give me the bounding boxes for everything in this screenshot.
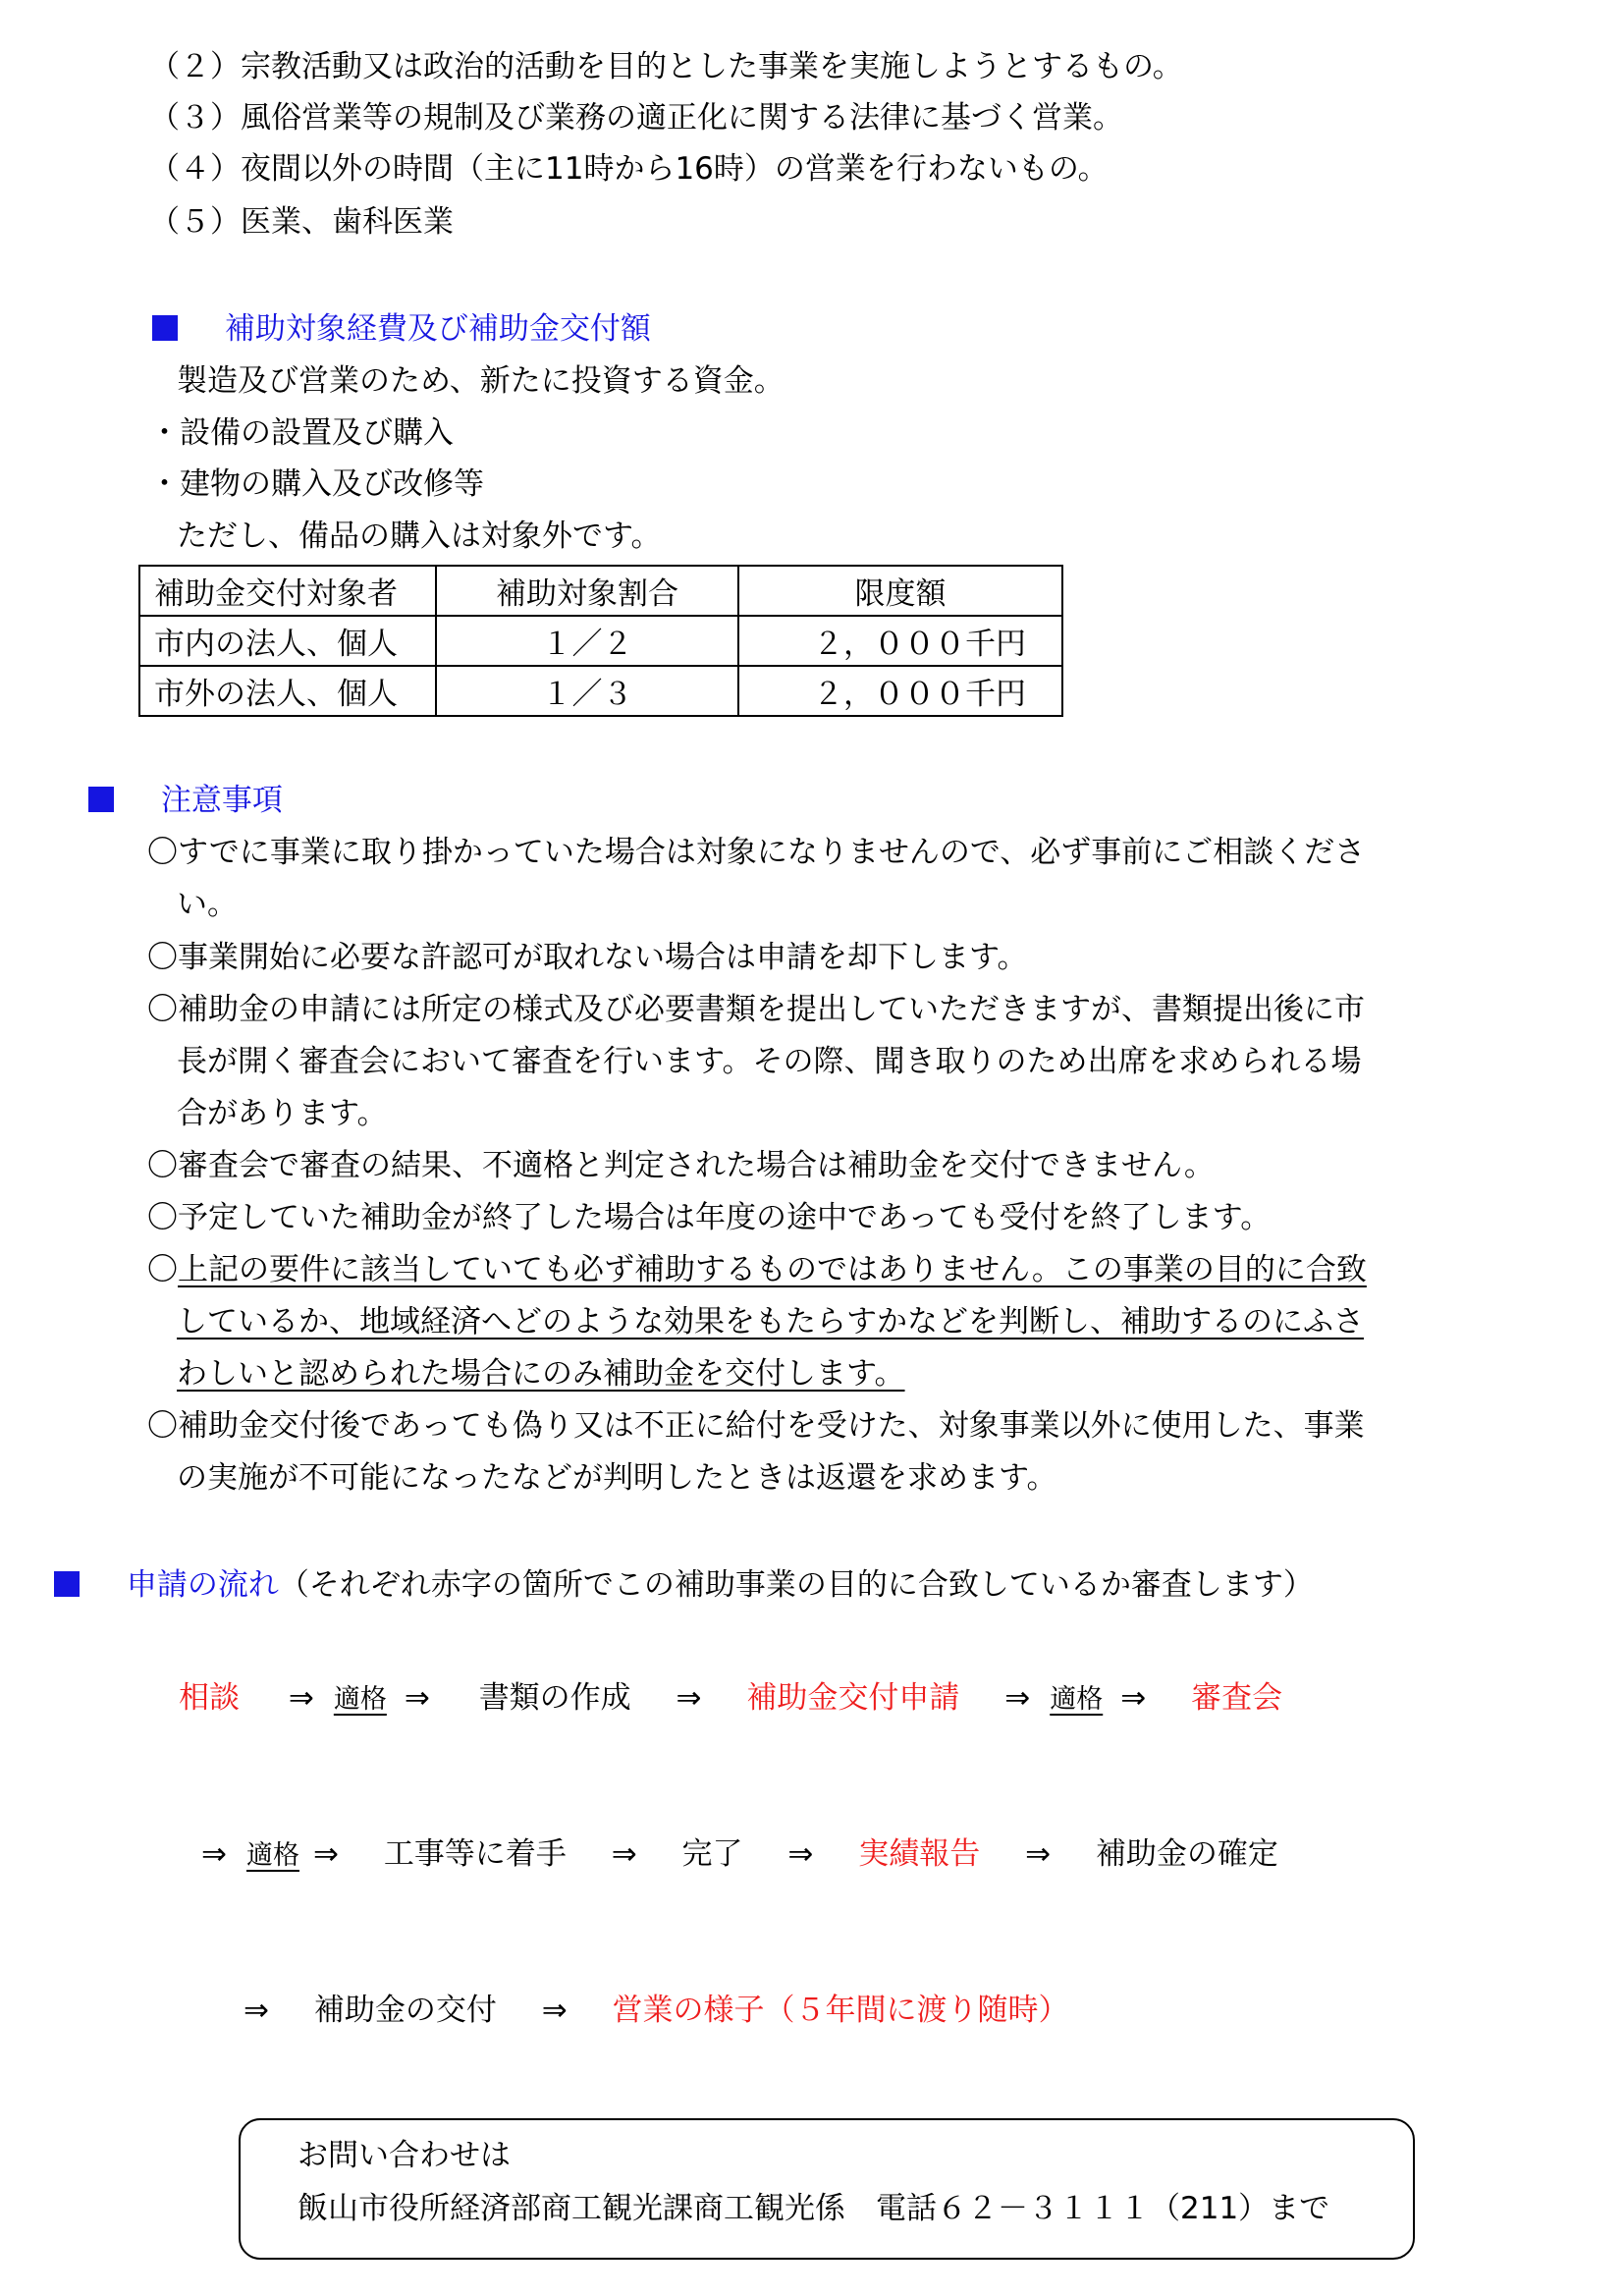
- note-item: 〇審査会で審査の結果、不適格と判定された場合は補助金を交付できません。: [147, 1148, 1215, 1183]
- flow-step-payment: 補助金の交付: [313, 1993, 497, 2028]
- flow-row-2: [201, 1829, 1278, 1873]
- section-heading-expenses: [152, 311, 651, 348]
- arrow-icon: ⇒: [1004, 1680, 1031, 1716]
- section-heading-flow: [54, 1567, 1314, 1604]
- list-item-2: （２）宗教活動又は政治的活動を目的とした事業を実施しようとするもの。: [149, 49, 1183, 84]
- note-item-cont: い。: [177, 887, 238, 922]
- expense-line-3: ・建物の購入及び改修等: [149, 466, 484, 502]
- note-item-cont: 合があります。: [177, 1096, 388, 1131]
- note-underlined-cont: わしいと認められた場合にのみ補助金を交付します。: [177, 1356, 905, 1392]
- note-bullet: 〇: [147, 1252, 178, 1287]
- table-cell: ２，０００千円: [738, 616, 1062, 666]
- table-row: [139, 616, 1062, 666]
- note-underlined-cont: しているか、地域経済へどのような効果をもたらすかなどを判断し、補助するのにふさ: [177, 1304, 1364, 1339]
- note-underlined-text: 上記の要件に該当していても必ず補助するものではありません。この事業の目的に合致: [178, 1252, 1367, 1287]
- flow-step-report: 実績報告: [858, 1836, 981, 1872]
- note-item-cont: の実施が不可能になったなどが判明したときは返還を求めます。: [177, 1460, 1057, 1496]
- section-heading-text: 注意事項: [160, 783, 283, 818]
- contact-intro: お問い合わせは: [298, 2138, 511, 2173]
- square-bullet-icon: [152, 315, 178, 341]
- note-item: 〇補助金交付後であっても偽り又は不正に給付を受けた、対象事業以外に使用した、事業: [147, 1408, 1365, 1444]
- section-heading-text: 申請の流れ: [126, 1567, 279, 1603]
- arrow-icon: ⇒: [541, 1993, 568, 2028]
- square-bullet-icon: [88, 787, 114, 812]
- square-bullet-icon: [54, 1571, 80, 1597]
- flow-step-application: 補助金交付申請: [746, 1680, 960, 1716]
- list-item-5: （５）医業、歯科医業: [149, 204, 454, 240]
- contact-box: [239, 2118, 1415, 2260]
- arrow-icon: ⇒: [404, 1680, 430, 1716]
- flow-step-confirm: 補助金の確定: [1095, 1836, 1278, 1872]
- arrow-icon: ⇒: [1025, 1836, 1052, 1872]
- expense-line-2: ・設備の設置及び購入: [149, 415, 454, 451]
- flow-heading-note: （それぞれ赤字の箇所でこの補助事業の目的に合致しているか審査します）: [278, 1567, 1314, 1603]
- section-heading-notes: [88, 783, 283, 819]
- expense-line-1: 製造及び営業のため、新たに投資する資金。: [177, 363, 785, 399]
- flow-step-review: 審査会: [1191, 1680, 1283, 1716]
- arrow-icon: ⇒: [611, 1836, 637, 1872]
- flow-row-1: [179, 1672, 1282, 1717]
- flow-step-construction: 工事等に着手: [383, 1836, 567, 1872]
- note-item: 〇事業開始に必要な許認可が取れない場合は申請を却下します。: [147, 940, 1028, 975]
- arrow-icon: ⇒: [676, 1680, 702, 1716]
- arrow-icon: ⇒: [288, 1680, 314, 1716]
- ok-label: 適格: [245, 1840, 299, 1871]
- table-header-cell: 限度額: [738, 566, 1062, 616]
- arrow-icon: ⇒: [1120, 1680, 1147, 1716]
- expense-line-4: ただし、備品の購入は対象外です。: [177, 519, 662, 554]
- arrow-icon: ⇒: [312, 1836, 339, 1872]
- table-cell: 市内の法人、個人: [139, 616, 436, 666]
- note-item-cont: 長が開く審査会において審査を行います。その際、聞き取りのため出席を求められる場: [177, 1044, 1362, 1079]
- note-item: 〇すでに事業に取り掛かっていた場合は対象になりませんので、必ず事前にご相談くださ: [147, 835, 1366, 870]
- table-cell: ２，０００千円: [738, 666, 1062, 716]
- section-heading-text: 補助対象経費及び補助金交付額: [224, 311, 651, 347]
- contact-details: 飯山市役所経済部商工観光課商工観光係 電話６２－３１１１（211）まで: [298, 2191, 1330, 2226]
- flow-step-consult: 相談: [179, 1680, 240, 1716]
- table-header-cell: 補助対象割合: [436, 566, 738, 616]
- arrow-icon: ⇒: [201, 1836, 227, 1872]
- subsidy-table: [138, 565, 1063, 717]
- flow-step-business-status: 営業の様子（５年間に渡り随時）: [612, 1993, 1069, 2028]
- table-cell: １／２: [436, 616, 738, 666]
- list-item-3: （３）風俗営業等の規制及び業務の適正化に関する法律に基づく営業。: [149, 100, 1123, 136]
- flow-row-3: [244, 1985, 1069, 2029]
- ok-label: 適格: [1050, 1684, 1104, 1715]
- table-cell: １／３: [436, 666, 738, 716]
- list-item-4: （４）夜間以外の時間（主に11時から16時）の営業を行わないもの。: [149, 151, 1109, 187]
- arrow-icon: ⇒: [244, 1993, 269, 2028]
- ok-label: 適格: [333, 1684, 387, 1715]
- table-header-cell: 補助金交付対象者: [139, 566, 436, 616]
- flow-step-complete: 完了: [681, 1836, 743, 1872]
- note-item-underlined: [147, 1252, 1367, 1288]
- table-row: [139, 666, 1062, 716]
- arrow-icon: ⇒: [787, 1836, 814, 1872]
- note-item: 〇補助金の申請には所定の様式及び必要書類を提出していただきますが、書類提出後に市: [147, 992, 1365, 1027]
- flow-step-documents: 書類の作成: [478, 1680, 631, 1716]
- note-item: 〇予定していた補助金が終了した場合は年度の途中であっても受付を終了します。: [147, 1200, 1272, 1235]
- table-cell: 市外の法人、個人: [139, 666, 436, 716]
- table-header-row: [139, 566, 1062, 616]
